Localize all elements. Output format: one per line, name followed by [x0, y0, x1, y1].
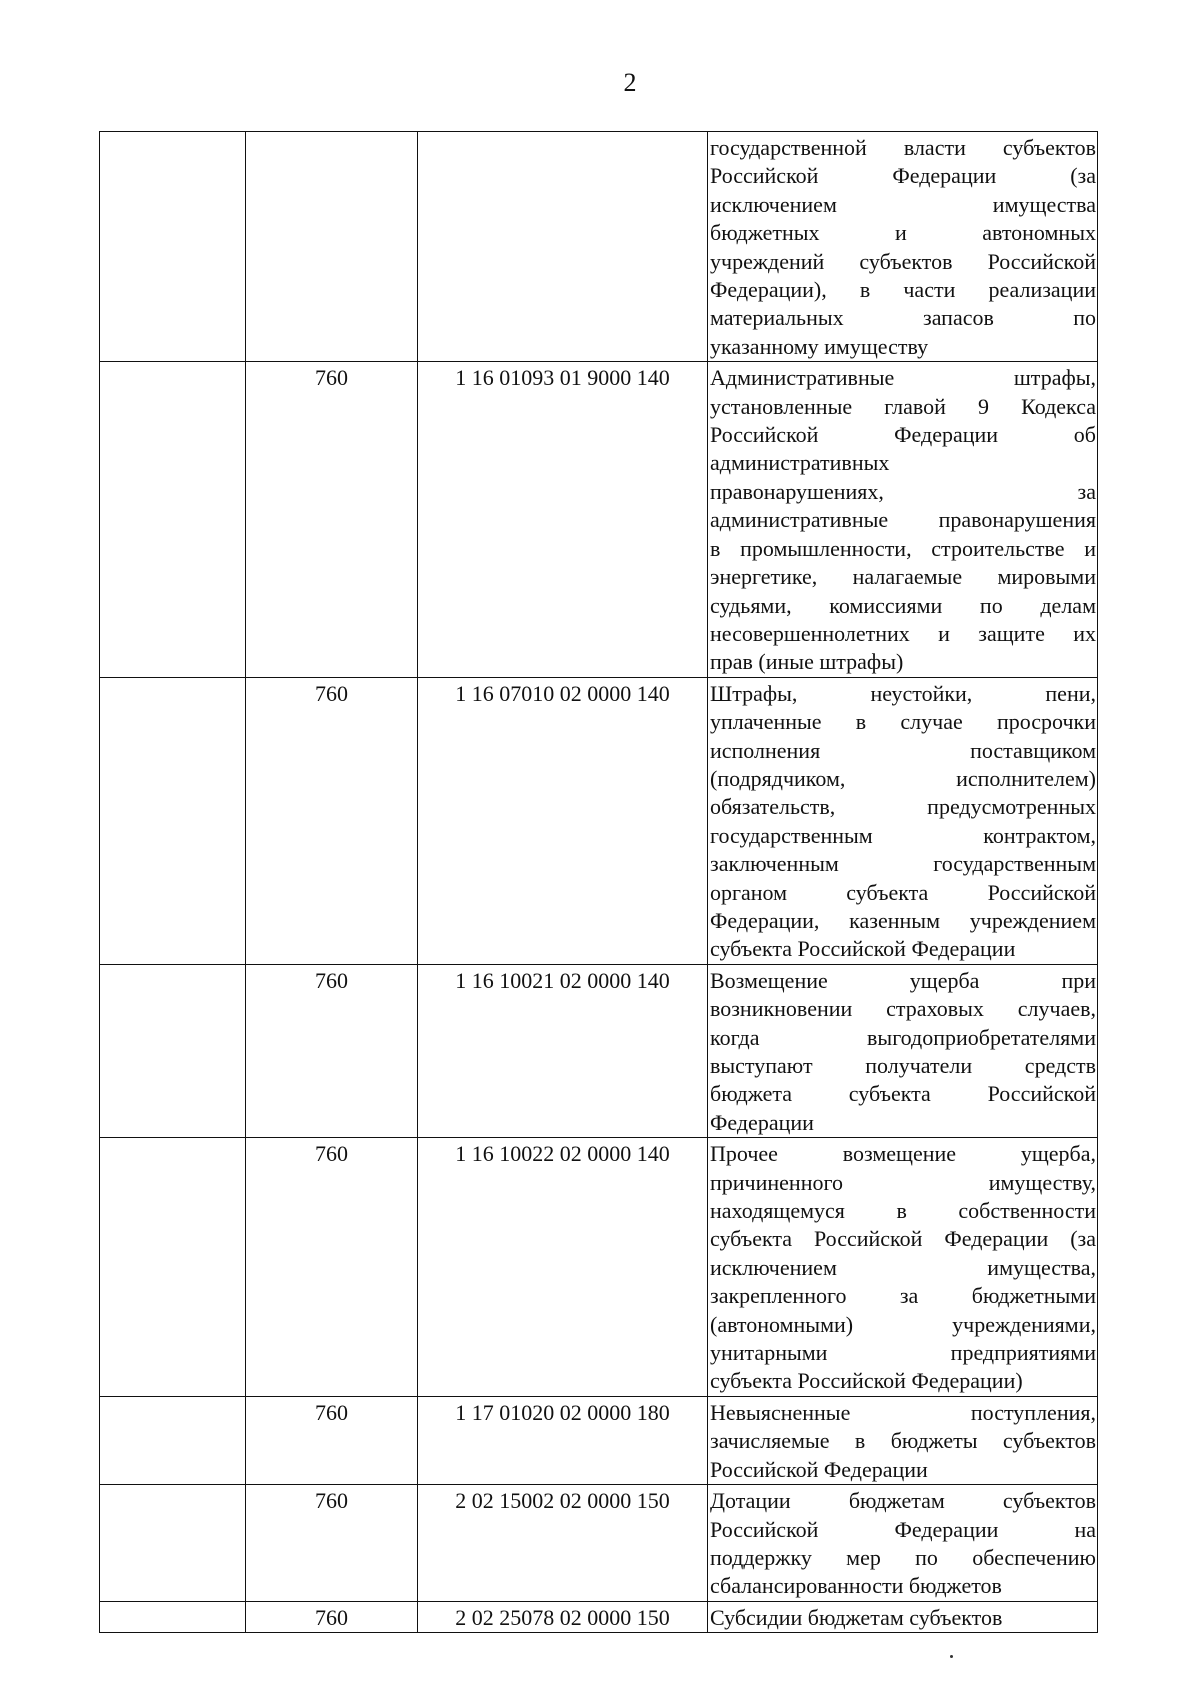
revenue-name-line: унитарными предприятиями	[710, 1340, 1096, 1366]
budget-classification-code-cell	[418, 132, 708, 362]
revenue-name-line: Субсидии бюджетам субъектов	[710, 1604, 1003, 1630]
revenue-name-line: бюджетных и автономных	[710, 220, 1096, 246]
empty-cell	[100, 1138, 246, 1397]
table-row	[100, 1396, 1098, 1484]
admin-code-cell: 760	[246, 362, 418, 677]
page-number: 2	[623, 68, 637, 97]
revenue-name-cell	[708, 362, 1098, 677]
table-row	[100, 677, 1098, 964]
empty-cell	[100, 964, 246, 1137]
empty-cell	[100, 132, 246, 362]
revenue-name-line: несовершеннолетних и защите их	[710, 620, 1096, 646]
admin-code-cell: 760	[246, 1601, 418, 1632]
budget-classification-code-cell: 2 02 25078 02 0000 150	[418, 1601, 708, 1632]
empty-cell	[100, 677, 246, 964]
budget-classification-code-cell: 1 16 10022 02 0000 140	[418, 1138, 708, 1397]
revenue-name-line: поддержку мер по обеспечению	[710, 1544, 1096, 1570]
revenue-name-line: органом субъекта Российской	[710, 879, 1096, 905]
budget-classification-code-cell: 1 17 01020 02 0000 180	[418, 1396, 708, 1484]
budget-classification-code-cell: 2 02 15002 02 0000 150	[418, 1485, 708, 1602]
scan-speck	[950, 1655, 953, 1658]
revenue-name-line: энергетике, налагаемые мировыми	[710, 564, 1096, 590]
table-row	[100, 362, 1098, 677]
revenue-name-line: в промышленности, строительстве и	[710, 535, 1096, 561]
admin-code-cell: 760	[246, 1138, 418, 1397]
admin-code-cell: 760	[246, 677, 418, 964]
revenue-name-line: указанному имуществу	[710, 333, 929, 359]
revenue-name-line: субъекта Российской Федерации (за	[710, 1226, 1096, 1252]
budget-classification-code-cell: 1 16 10021 02 0000 140	[418, 964, 708, 1137]
revenue-name-line: заключенным государственным	[710, 851, 1096, 877]
table-body	[100, 132, 1098, 1633]
revenue-name-line: возникновении страховых случаев,	[710, 996, 1096, 1022]
empty-cell	[100, 1396, 246, 1484]
revenue-name-line: (подрядчиком, исполнителем)	[710, 765, 1096, 791]
revenue-name-line: Российской Федерации на	[710, 1516, 1096, 1542]
revenue-name-line: Федерации	[710, 1109, 814, 1135]
admin-code-cell: 760	[246, 1396, 418, 1484]
revenue-name-line: бюджета субъекта Российской	[710, 1081, 1096, 1107]
admin-code-cell	[246, 132, 418, 362]
revenue-name-line: государственным контрактом,	[710, 822, 1096, 848]
revenue-name-cell	[708, 1138, 1098, 1397]
table-row	[100, 1485, 1098, 1602]
revenue-codes-table	[99, 131, 1098, 1633]
empty-cell	[100, 362, 246, 677]
revenue-name-line: Прочее возмещение ущерба,	[710, 1141, 1096, 1167]
revenue-name-line: закрепленного за бюджетными	[710, 1283, 1096, 1309]
revenue-name-line: обязательств, предусмотренных	[710, 794, 1096, 820]
revenue-name-line: субъекта Российской Федерации	[710, 936, 1016, 962]
revenue-name-line: материальных запасов по	[710, 305, 1096, 331]
revenue-name-line: Федерации), в части реализации	[710, 277, 1096, 303]
revenue-name-line: Российской Федерации	[710, 1456, 928, 1482]
revenue-name-line: административные правонарушения	[710, 507, 1096, 533]
budget-classification-code-cell: 1 16 01093 01 9000 140	[418, 362, 708, 677]
revenue-name-line: Возмещение ущерба при	[710, 967, 1096, 993]
table-row	[100, 1138, 1098, 1397]
revenue-name-line: административных	[710, 450, 890, 476]
admin-code-cell: 760	[246, 1485, 418, 1602]
revenue-name-line: когда выгодоприобретателями	[710, 1024, 1096, 1050]
revenue-name-cell	[708, 1601, 1098, 1632]
empty-cell	[100, 1601, 246, 1632]
revenue-name-line: прав (иные штрафы)	[710, 649, 904, 675]
revenue-name-line: зачисляемые в бюджеты субъектов	[710, 1428, 1096, 1454]
admin-code-cell: 760	[246, 964, 418, 1137]
table-row	[100, 964, 1098, 1137]
revenue-name-line: исключением имущества,	[710, 1254, 1096, 1280]
budget-classification-code-cell: 1 16 07010 02 0000 140	[418, 677, 708, 964]
revenue-name-line: находящемуся в собственности	[710, 1198, 1096, 1224]
revenue-name-line: правонарушениях, за	[710, 478, 1096, 504]
revenue-name-line: Федерации, казенным учреждением	[710, 907, 1096, 933]
table-row	[100, 1601, 1098, 1632]
revenue-name-line: государственной власти субъектов	[710, 135, 1096, 160]
revenue-name-line: Российской Федерации об	[710, 422, 1096, 448]
revenue-name-line: Административные штрафы,	[710, 365, 1096, 391]
revenue-name-line: Невыясненные поступления,	[710, 1399, 1096, 1425]
revenue-name-cell	[708, 964, 1098, 1137]
revenue-name-cell	[708, 677, 1098, 964]
revenue-name-line: уплаченные в случае просрочки	[710, 709, 1096, 735]
revenue-name-cell	[708, 1485, 1098, 1602]
revenue-name-line: причиненного имуществу,	[710, 1169, 1096, 1195]
revenue-name-line: исключением имущества	[710, 191, 1096, 217]
revenue-name-line: субъекта Российской Федерации)	[710, 1368, 1023, 1394]
empty-cell	[100, 1485, 246, 1602]
revenue-name-line: Российской Федерации (за	[710, 163, 1096, 189]
revenue-name-cell	[708, 1396, 1098, 1484]
revenue-name-line: Штрафы, неустойки, пени,	[710, 680, 1096, 706]
revenue-name-line: выступают получатели средств	[710, 1053, 1096, 1078]
revenue-name-line: исполнения поставщиком	[710, 737, 1096, 763]
revenue-name-line: Дотации бюджетам субъектов	[710, 1488, 1096, 1514]
revenue-name-line: учреждений субъектов Российской	[710, 248, 1096, 274]
revenue-name-line: сбалансированности бюджетов	[710, 1573, 1002, 1599]
table-row	[100, 132, 1098, 362]
revenue-name-line: установленные главой 9 Кодекса	[710, 393, 1096, 419]
revenue-name-cell	[708, 132, 1098, 362]
revenue-name-line: судьями, комиссиями по делам	[710, 592, 1096, 618]
revenue-name-line: (автономными) учреждениями,	[710, 1311, 1096, 1337]
